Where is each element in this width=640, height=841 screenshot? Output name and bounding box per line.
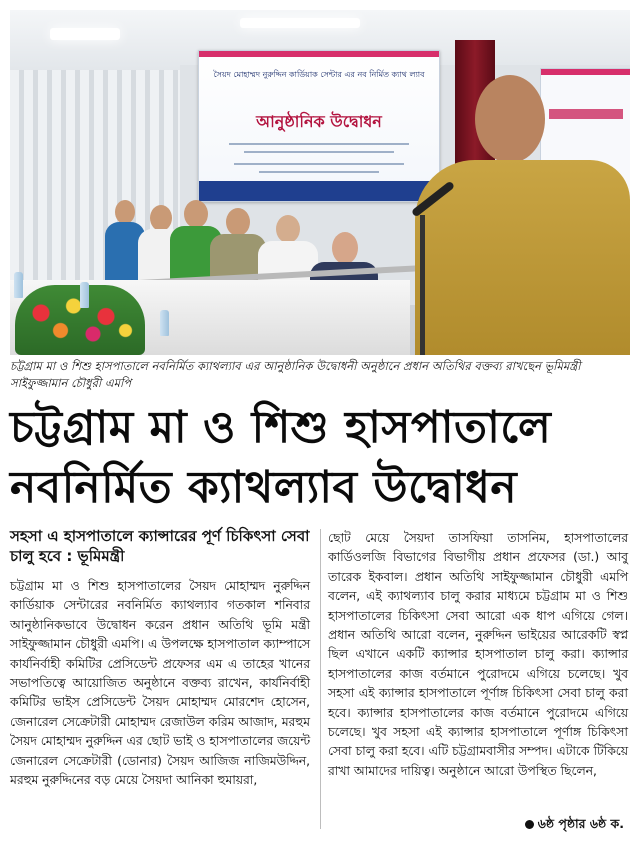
headline-line-2: নবনির্মিত ক্যাথল্যাব উদ্বোধন [10,462,518,513]
water-bottle [160,310,169,336]
article-column-left: চট্টগ্রাম মা ও শিশু হাসপাতালের সৈয়দ মোহাম্মদ নুরুদ্দিন কার্ডিয়াক সেন্টারের নবনির্মিত ক্যাথল্যাব গতকাল শনিবার আনুষ্ঠানিকভাবে উদ্বোধন করেন প্রধান অতিথি ভূমি মন্ত্রী সাইফুজ্জামান চৌধুরী এমপি। এ উপলক্ষে হাসপাতাল ক্যাম্পাসে কার্যনির্বাহী কমিটির প্রেসিডেন্ট প্রফেসর এম এ তাহের খানের সভাপতিত্বে আয়োজিত অনুষ্ঠানে বক্তব্য রাখেন, কার্যনির্বাহী কমিটির ভাইস প্রেসিডেন্ট সৈয়দ মোহাম্মদ মোরশেদ হোসেন, জেনারেল সেক্রেটারী মোহাম্মদ রেজাউল করিম আজাদ, মরহুম সৈয়দ মোহাম্মদ নুরুদ্দিন এর ছোট ভাই ও হাসপাতালের জয়েন্ট জেনারেল সেক্রেটারী (ডোনার) সৈয়দ আজিজ নাজিমউদ্দিন, মরহুম নুরুদ্দিনের বড় মেয়ে সৈয়দা আনিকা হুমায়রা, [10,579,310,788]
continuation-note [525,816,624,836]
ceiling-light [240,18,360,28]
continuation-text: ৬ষ্ঠ পৃষ্ঠার ৬ষ্ঠ ক. [537,816,624,831]
column-divider [320,529,321,829]
event-banner [198,50,440,202]
speaker [405,65,630,355]
ceiling-light [50,28,120,40]
photo-caption: চট্টগ্রাম মা ও শিশু হাসপাতালে নবনির্মিত ক্যাথল্যাব এর আনুষ্ঠানিক উদ্বোধনী অনুষ্ঠানে প্রধান অতিথির বক্তব্য রাখছেন ভূমিমন্ত্রী সাইফুজ্জামান চৌধুরী এমপি [10,359,581,390]
headline [10,398,630,518]
headline-line-1: চট্টগ্রাম মা ও শিশু হাসপাতালে [10,402,552,453]
news-clipping [10,10,630,835]
water-bottle [14,272,23,298]
event-photo [10,10,630,355]
microphone-stand [420,215,425,355]
water-bottle [80,282,89,308]
bullet-icon [525,820,534,829]
sub-headline: সহসা এ হাসপাতালে ক্যান্সারের পূর্ণ চিকিৎসা সেবা চালু হবে : ভূমিমন্ত্রী [10,527,310,565]
banner-event: আনুষ্ঠানিক উদ্বোধন [256,112,382,131]
article-column-right: ছোট মেয়ে সৈয়দা তাসফিয়া তাসনিম, হাসপাতালের কার্ডিওলজি বিভাগের বিভাগীয় প্রধান প্রফেসর (ডা.) আবু তারেক ইকবাল। প্রধান অতিথি সাইফুজ্জামান চৌধুরী এমপি বলেন, এই ক্যাথল্যাব চালু করার মাধ্যমে চট্টগ্রাম মা ও শিশু হাসপাতালের চিকিৎসা সেবা আরো এক ধাপ এগিয়ে গেল। প্রধান অতিথি আরো বলেন, নুরুদ্দিন ভাইয়ের আরেকটি স্বপ্ন ছিল এখানে একটি ক্যান্সার হাসপাতাল চালু করা। ক্যান্সার হাসপাতালের কাজ বর্তমানে পুরোদমে এগিয়ে চলেছে। খুব সহসা এই ক্যান্সার হাসপাতালে পূর্ণাঙ্গ চিকিৎসা সেবা চালু করা হবে। ক্যান্সার হাসপাতালের কাজ বর্তমানে পুরোদমে এগিয়ে চলেছে। খুব সহসা এই ক্যান্সার হাসপাতালে পূর্ণাঙ্গ চিকিৎসা সেবা চালু করা হবে। এটি চট্টগ্রামবাসীর সম্পদ। এটাকে টিকিয়ে রাখা আমাদের দায়িত্ব। অনুষ্ঠানে আরো উপস্থিত ছিলেন, [328,531,628,778]
banner-title: সৈয়দ মোহাম্মদ নুরুদ্দিন কার্ডিয়াক সেন্টার এর নব নির্মিত ক্যাথ ল্যাব [213,70,425,79]
